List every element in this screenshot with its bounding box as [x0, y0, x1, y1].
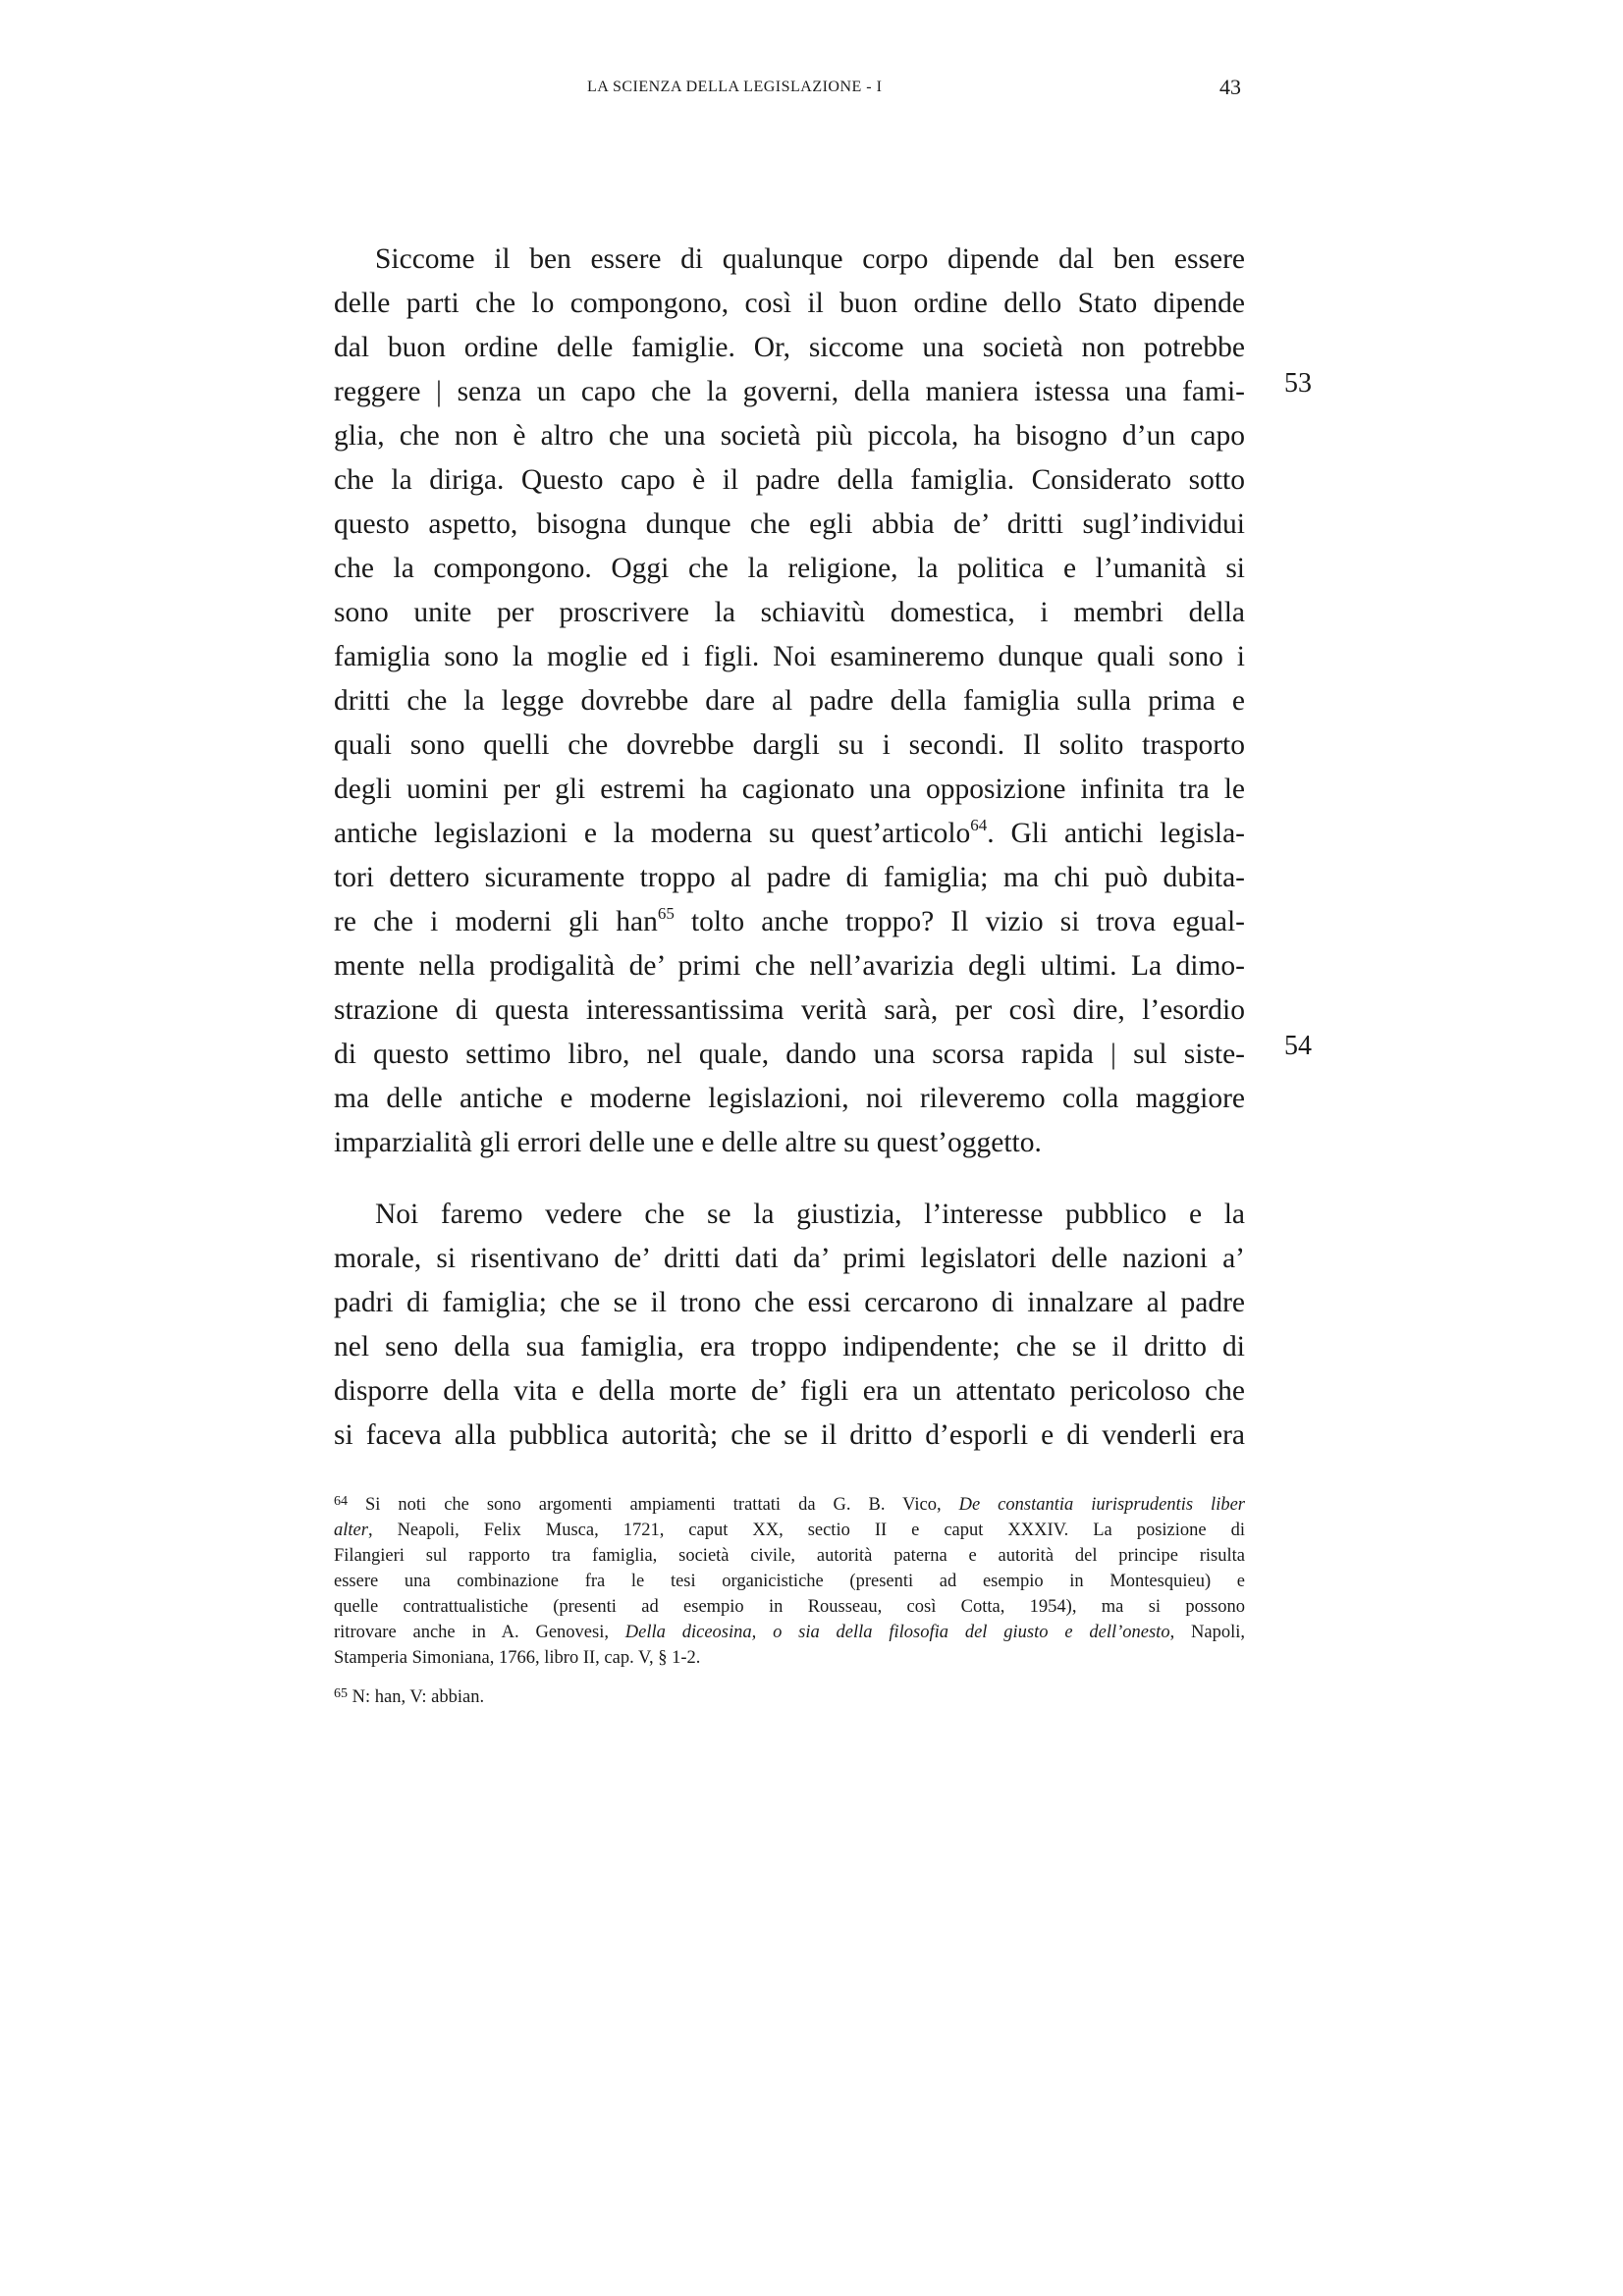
footnote-line: [334, 1620, 1245, 1645]
text-line: [334, 812, 1245, 856]
text-line: mente nella prodigalità de’ primi che nell’avarizia degli ultimi. La dimo-: [334, 950, 1245, 982]
text-line: famiglia sono la moglie ed i figli. Noi esamineremo dunque quali sono i: [334, 641, 1245, 672]
text-line: Noi faremo vedere che se la giustizia, l’interesse pubblico e la: [375, 1199, 1245, 1230]
text-line: quali sono quelli che dovrebbe dargli su i secondi. Il solito trasporto: [334, 729, 1245, 761]
text-segment: tolto anche troppo? Il vizio si trova egual-: [674, 906, 1245, 937]
text-segment: . Gli antichi legisla-: [987, 818, 1245, 849]
text-line: morale, si risentivano de’ dritti dati da’ primi legislatori delle nazioni a’: [334, 1243, 1245, 1274]
footnote-65: [334, 1684, 1245, 1710]
text-line: questo aspetto, bisogna dunque che egli abbia de’ dritti sugl’individui: [334, 508, 1245, 540]
text-line: glia, che non è altro che una società più piccola, ha bisogno d’un capo: [334, 420, 1245, 452]
margin-page-number: 54: [1284, 1031, 1312, 1061]
footnote-ref-65[interactable]: 65: [657, 904, 675, 923]
running-title: LA SCIENZA DELLA LEGISLAZIONE - I: [587, 79, 883, 95]
text-line: che la diriga. Questo capo è il padre della famiglia. Considerato sotto: [334, 464, 1245, 496]
text-segment: re che i moderni gli han: [334, 906, 658, 937]
footnote-title: alter: [334, 1521, 368, 1540]
text-line: imparzialità gli errori delle une e delle altre su quest’oggetto.: [334, 1127, 1042, 1158]
footnote-line: quelle contrattualistiche (presenti ad esempio in Rousseau, così Cotta, 1954), ma si possono: [334, 1597, 1245, 1617]
footnote-line: Filangieri sul rapporto tra famiglia, società civile, autorità paterna e autorità del principe risulta: [334, 1546, 1245, 1566]
footnote-text: N: han, V: abbian.: [352, 1687, 485, 1707]
footnote-text: , Napoli,: [1169, 1623, 1245, 1642]
text-line: si faceva alla pubblica autorità; che se il dritto d’esporli e di venderli era: [334, 1419, 1245, 1451]
text-line: dal buon ordine delle famiglie. Or, siccome una società non potrebbe: [334, 332, 1245, 363]
text-line: dritti che la legge dovrebbe dare al padre della famiglia sulla prima e: [334, 685, 1245, 717]
text-line: padri di famiglia; che se il trono che essi cercarono di innalzare al padre: [334, 1287, 1245, 1318]
footnote-ref-64[interactable]: 64: [970, 816, 988, 834]
text-line: strazione di questa interessantissima verità sarà, per così dire, l’esordio: [334, 994, 1245, 1026]
text-line: di questo settimo libro, nel quale, dando una scorsa rapida | sul siste-: [334, 1039, 1245, 1070]
footnote-line: Stamperia Simoniana, 1766, libro II, cap. V, § 1-2.: [334, 1648, 701, 1668]
text-segment: antiche legislazioni e la moderna su quest’articolo: [334, 818, 971, 849]
footnote-text: ritrovare anche in A. Genovesi,: [334, 1623, 625, 1642]
footnote-marker: 65: [334, 1686, 348, 1701]
text-line: reggere | senza un capo che la governi, della maniera istessa una fami-: [334, 376, 1245, 407]
margin-page-number: 53: [1284, 368, 1312, 399]
footnote-title: De constantia iurisprudentis liber: [958, 1495, 1245, 1515]
text-line: che la compongono. Oggi che la religione, la politica e l’umanità si: [334, 553, 1245, 584]
footnote-gap: [334, 1671, 1245, 1684]
footnote-text: , Neapoli, Felix Musca, 1721, caput XX, sectio II e caput XXXIV. La posizione di: [367, 1521, 1245, 1540]
text-line: nel seno della sua famiglia, era troppo indipendente; che se il dritto di: [334, 1331, 1245, 1362]
footnote-marker: 64: [334, 1494, 348, 1509]
text-line: Siccome il ben essere di qualunque corpo dipende dal ben essere: [375, 243, 1245, 275]
paragraph-gap: [334, 1165, 1245, 1193]
footnotes: [334, 1492, 1245, 1710]
text-line: delle parti che lo compongono, così il buon ordine dello Stato dipende: [334, 288, 1245, 319]
main-text: [334, 238, 1245, 1458]
text-line: tori dettero sicuramente troppo al padre di famiglia; ma chi può dubita-: [334, 862, 1245, 893]
page-number: 43: [1219, 75, 1241, 99]
text-line: disporre della vita e della morte de’ figli era un attentato pericoloso che: [334, 1375, 1245, 1407]
text-line: sono unite per proscrivere la schiavitù domestica, i membri della: [334, 597, 1245, 628]
footnote-64: [334, 1492, 1245, 1518]
footnote-line: [334, 1518, 1245, 1543]
footnote-title: Della diceosina, o sia della filosofia del giusto e dell’onesto: [624, 1623, 1170, 1642]
footnote-text: Si noti che sono argomenti ampiamenti trattati da G. B. Vico,: [365, 1495, 959, 1515]
text-line: ma delle antiche e moderne legislazioni, noi rileveremo colla maggiore: [334, 1083, 1245, 1114]
text-line: degli uomini per gli estremi ha cagionato una opposizione infinita tra le: [334, 774, 1245, 805]
footnote-line: essere una combinazione fra le tesi organicistiche (presenti ad esempio in Montesquieu) e: [334, 1572, 1245, 1591]
text-line: [334, 900, 1245, 944]
